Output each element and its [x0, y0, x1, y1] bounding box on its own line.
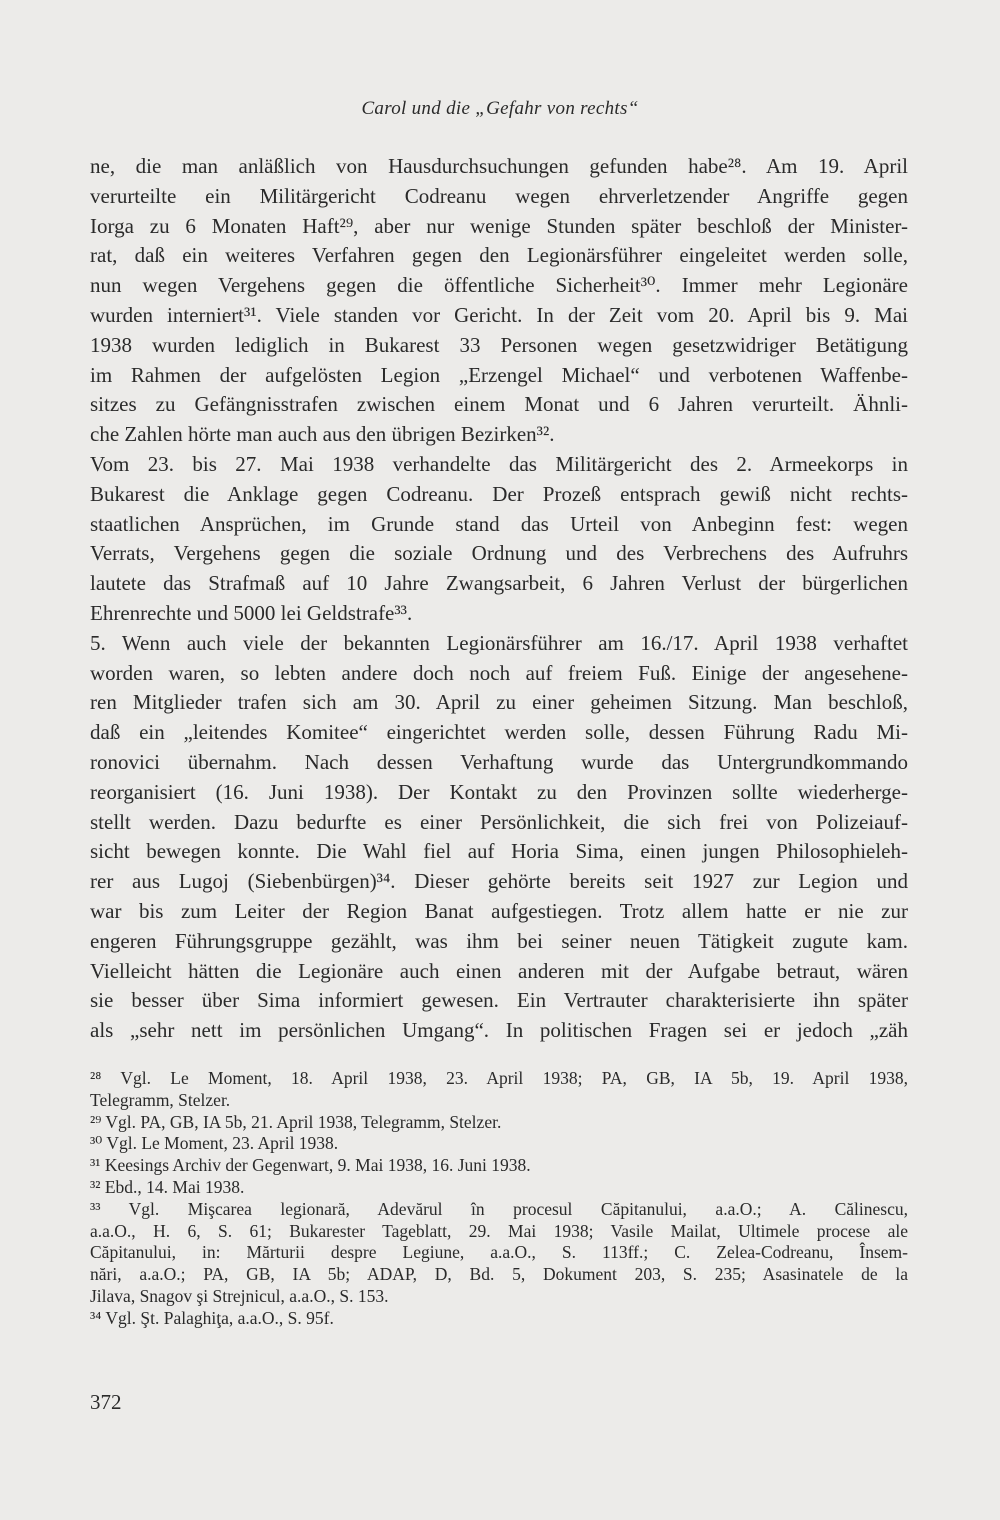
footnote-line: ²⁹ Vgl. PA, GB, IA 5b, 21. April 1938, Telegramm, Stelzer. [90, 1111, 502, 1132]
footnote-line: ³² Ebd., 14. Mai 1938. [90, 1176, 245, 1197]
body-line: rer aus Lugoj (Siebenbürgen)³⁴. Dieser gehörte bereits seit 1927 zur Legion und [90, 869, 908, 894]
footnote-line: a.a.O., H. 6, S. 61; Bukarester Tageblatt, 29. Mai 1938; Vasile Mailat, Ultimele procese ale [90, 1220, 908, 1241]
body-line: sicht bewegen konnte. Die Wahl fiel auf Horia Sima, einen jungen Philosophielеh- [90, 839, 908, 864]
body-line: Ehrenrechte und 5000 lei Geldstrafe³³. [90, 600, 413, 625]
body-line: verurteilte ein Militärgericht Codreanu wegen ehrverletzender Angriffe gegen [90, 183, 908, 208]
body-line: Verrats, Vergehens gegen die soziale Ordnung und des Verbrechens des Aufruhrs [90, 541, 908, 566]
body-line: ren Mitglieder trafen sich am 30. April zu einer geheimen Sitzung. Man beschloß, [90, 690, 908, 715]
body-line: Vom 23. bis 27. Mai 1938 verhandelte das Militärgericht des 2. Armeekorps in [90, 451, 908, 476]
body-line: Iorga zu 6 Monaten Haft²⁹, aber nur wenige Stunden später beschloß der Minister- [90, 213, 908, 238]
body-line: Vielleicht hätten die Legionäre auch einen anderen mit der Aufgabe betraut, wären [90, 958, 908, 983]
body-line: ne, die man anläßlich von Hausdurchsuchungen gefunden habe²⁸. Am 19. April [90, 154, 908, 178]
footnotes [90, 1068, 908, 1330]
body-line: wurden interniert³¹. Viele standen vor Gericht. In der Zeit vom 20. April bis 9. Mai [90, 302, 908, 327]
body-line: daß ein „leitendes Komitee“ eingerichtet werden solle, dessen Führung Radu Mi- [90, 720, 908, 745]
body-line: Bukarest die Anklage gegen Codreanu. Der Prozeß entsprach gewiß nicht rechts- [90, 481, 908, 506]
page-number: 372 [90, 1390, 122, 1414]
body-line: als „sehr nett im persönlichen Umgang“. In politischen Fragen sei er jedoch „zäh [90, 1018, 908, 1043]
body-line: sitzes zu Gefängnisstrafen zwischen einem Monat und 6 Jahren verurteilt. Ähnli- [90, 392, 908, 417]
body-line: im Rahmen der aufgelösten Legion „Erzengel Michael“ und verbotenen Waffenbe- [90, 362, 908, 387]
footnote-line: ³⁴ Vgl. Şt. Palaghiţa, a.a.O., S. 95f. [90, 1307, 334, 1328]
body-line: nun wegen Vergehens gegen die öffentliche Sicherheit³⁰. Immer mehr Legionäre [90, 273, 908, 298]
body-line: sie besser über Sima informiert gewesen. Ein Vertrauter charakterisierte ihn später [90, 988, 908, 1013]
body-line: ronovici übernahm. Nach dessen Verhaftung wurde das Untergrundkommando [90, 749, 908, 774]
footnote-line: ³³ Vgl. Mişcarea legionară, Adevărul în procesul Căpitanului, a.a.O.; A. Călinescu, [90, 1198, 908, 1219]
body-line: stellt werden. Dazu bedurfte es einer Persönlichkeit, die sich frei von Polizeiauf- [90, 809, 908, 834]
body-line: che Zahlen hörte man auch aus den übrigen Bezirken³². [90, 422, 555, 447]
running-head: Carol und die „Gefahr von rechts“ [361, 98, 639, 119]
footnote-line: ²⁸ Vgl. Le Moment, 18. April 1938, 23. April 1938; PA, GB, IA 5b, 19. April 1938, [90, 1068, 908, 1088]
body-line: 1938 wurden lediglich in Bukarest 33 Personen wegen gesetzwidriger Betätigung [90, 332, 908, 357]
body-line: lautete das Strafmaß auf 10 Jahre Zwangsarbeit, 6 Jahren Verlust der bürgerlichen [90, 571, 908, 596]
body-line: 5. Wenn auch viele der bekannten Legionärsführer am 16./17. April 1938 verhaftet [90, 630, 908, 655]
footnote-line: ³¹ Keesings Archiv der Gegenwart, 9. Mai 1938, 16. Juni 1938. [90, 1155, 531, 1176]
body-text [90, 152, 908, 1046]
footnote-line: Telegramm, Stelzer. [90, 1089, 231, 1110]
body-line: reorganisiert (16. Juni 1938). Der Kontakt zu den Provinzen sollte wiederherge- [90, 779, 908, 804]
footnote-line: Jilava, Snagov şi Strejnicul, a.a.O., S. 153. [90, 1285, 389, 1306]
footnote-line: ³⁰ Vgl. Le Moment, 23. April 1938. [90, 1133, 339, 1154]
body-line: rat, daß ein weiteres Verfahren gegen den Legionärsführer eingeleitet werden solle, [90, 243, 908, 268]
body-line: worden waren, so lebten andere doch noch auf freiem Fuß. Einige der angesehene- [90, 660, 908, 685]
body-line: engeren Führungsgruppe gezählt, was ihm bei seiner neuen Tätigkeit zugute kam. [90, 928, 908, 953]
footnote-line: Căpitanului, in: Mărturii despre Legiune, a.a.O., S. 113ff.; C. Zelea-Codreanu, Însem- [90, 1242, 908, 1263]
body-line: war bis zum Leiter der Region Banat aufgestiegen. Trotz allem hatte er nie zur [90, 898, 908, 923]
body-line: staatlichen Ansprüchen, im Grunde stand das Urteil von Anbeginn fest: wegen [90, 511, 908, 536]
footnote-line: nări, a.a.O.; PA, GB, IA 5b; ADAP, D, Bd. 5, Dokument 203, S. 235; Asasinatele de la [90, 1264, 908, 1285]
